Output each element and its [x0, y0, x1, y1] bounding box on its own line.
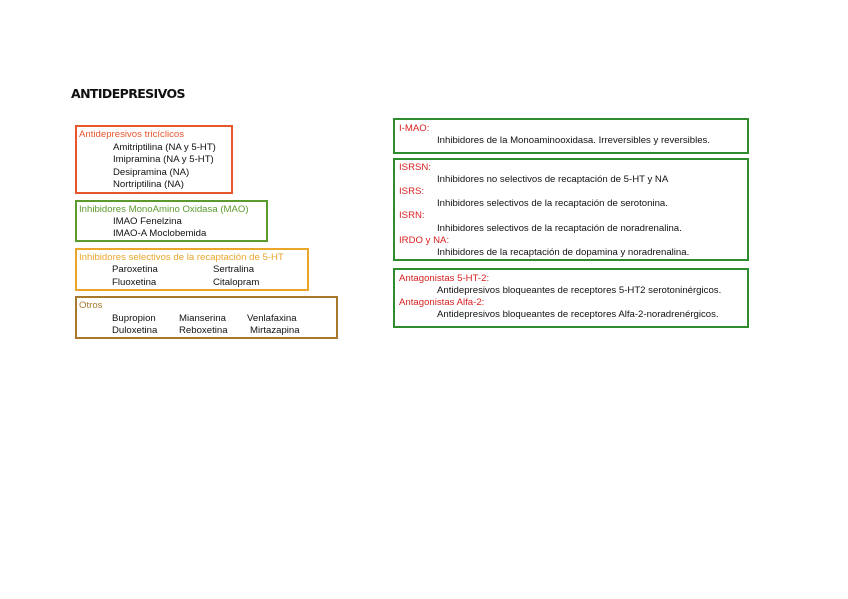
- page-title: ANTIDEPRESIVOS: [71, 86, 185, 101]
- definition-label: ISRN:: [399, 210, 425, 221]
- drug-item: Bupropion: [112, 313, 156, 324]
- otros-heading: Otros: [79, 300, 103, 311]
- mao-box: [75, 200, 268, 242]
- definition-label: I-MAO:: [399, 123, 430, 134]
- definition-text: Antidepresivos bloqueantes de receptores Alfa-2-noradrenérgicos.: [437, 309, 719, 320]
- drug-item: Nortriptilina (NA): [113, 179, 184, 190]
- drug-item: Duloxetina: [112, 325, 158, 336]
- definition-text: Inhibidores de la Monoaminooxidasa. Irreversibles y reversibles.: [437, 135, 711, 146]
- isrs-heading: Inhibidores selectivos de la recaptación de 5-HT: [79, 252, 284, 263]
- definition-text: Inhibidores selectivos de la recaptación de noradrenalina.: [437, 223, 682, 234]
- isrs-box: [75, 248, 309, 291]
- definition-label: IRDO y NA:: [399, 235, 450, 246]
- definition-label: Antagonistas Alfa-2:: [399, 297, 485, 308]
- imao-definition-box: [393, 118, 749, 154]
- definition-label: Antagonistas 5-HT-2:: [399, 273, 490, 284]
- mao-heading: Inhibidores MonoAmino Oxidasa (MAO): [79, 204, 249, 215]
- drug-item: Mianserina: [179, 313, 226, 324]
- definition-label: ISRSN:: [399, 162, 431, 173]
- antagonist-definitions-box: [393, 268, 749, 328]
- drug-item: Imipramina (NA y 5-HT): [113, 154, 214, 165]
- drug-item: IMAO-A Moclobemida: [113, 228, 207, 239]
- drug-item: Amitriptilina (NA y 5-HT): [113, 142, 216, 153]
- drug-item: Desipramina (NA): [113, 167, 190, 178]
- drug-item: Reboxetina: [179, 325, 228, 336]
- triciclicos-heading: Antidepresivos tricíclicos: [79, 129, 185, 140]
- otros-box: [75, 296, 338, 339]
- definition-text: Inhibidores no selectivos de recaptación de 5-HT y NA: [437, 174, 669, 185]
- definition-text: Inhibidores de la recaptación de dopamina y noradrenalina.: [437, 247, 690, 258]
- definition-label: ISRS:: [399, 186, 425, 197]
- triciclicos-box: [75, 125, 233, 194]
- drug-item: Citalopram: [213, 277, 260, 288]
- reuptake-definitions-box: [393, 158, 749, 261]
- definition-text: Inhibidores selectivos de la recaptación de serotonina.: [437, 198, 668, 209]
- drug-item: Paroxetina: [112, 264, 158, 275]
- drug-item: Mirtazapina: [250, 325, 300, 336]
- drug-item: Venlafaxina: [247, 313, 297, 324]
- definition-text: Antidepresivos bloqueantes de receptores 5-HT2 serotoninérgicos.: [437, 285, 722, 296]
- drug-item: IMAO Fenelzina: [113, 216, 182, 227]
- drug-item: Fluoxetina: [112, 277, 157, 288]
- drug-item: Sertralina: [213, 264, 255, 275]
